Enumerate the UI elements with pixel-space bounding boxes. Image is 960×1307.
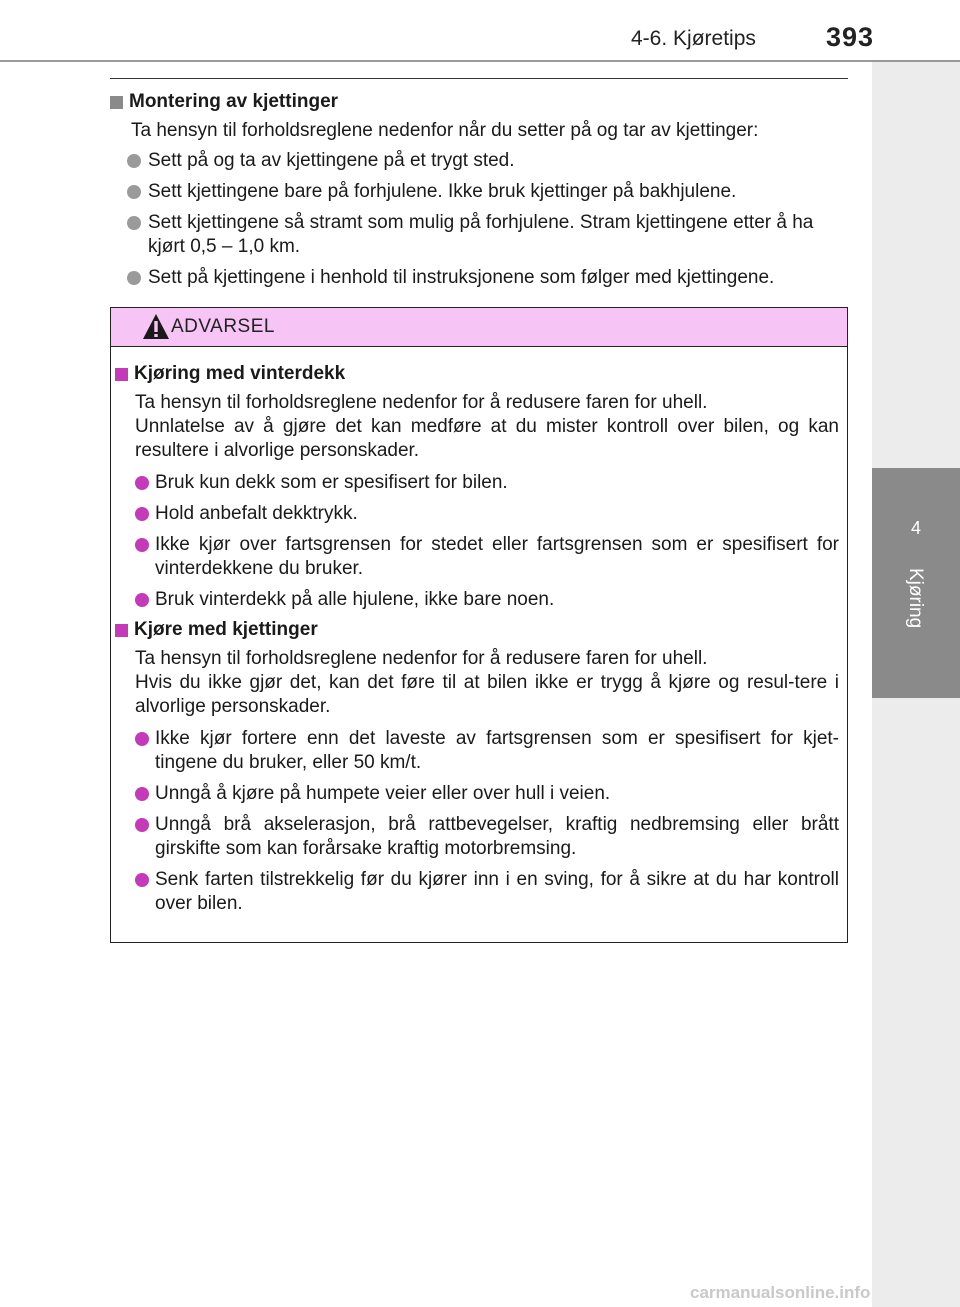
- square-bullet-icon: [110, 96, 123, 109]
- section-divider: [110, 78, 848, 79]
- page-number: 393: [826, 22, 875, 52]
- bullet-dot-icon: [135, 732, 149, 746]
- header-divider: [0, 60, 960, 62]
- list-item: Sett på og ta av kjettingene på et trygt sted.: [110, 149, 848, 173]
- list-item: Bruk kun dekk som er spesifisert for bilen.: [115, 471, 839, 495]
- list-item: Unngå brå akselerasjon, brå rattbevegelser, kraftig nedbremsing eller brått girskifte som kan forårsake kraftig motorbremsing.: [115, 813, 839, 861]
- square-bullet-icon: [115, 368, 128, 381]
- bullet-dot-icon: [135, 507, 149, 521]
- chapter-number: 4: [910, 518, 921, 538]
- bullet-dot-icon: [127, 154, 141, 168]
- chapter-label: Kjøring: [905, 568, 926, 629]
- list-item: Senk farten tilstrekkelig før du kjører inn i en sving, for å sikre at du har kontroll over bilen.: [115, 868, 839, 916]
- section-intro: Ta hensyn til forholdsreglene nedenfor når du setter på og tar av kjettinger:: [131, 120, 759, 141]
- bullet-dot-icon: [127, 271, 141, 285]
- warning-paragraph: Unnlatelse av å gjøre det kan medføre at du mister kontroll over bilen, og kan resultere i alvorlige personskader.: [135, 416, 839, 461]
- warning-header: [111, 308, 847, 347]
- list-item: Unngå å kjøre på humpete veier eller over hull i veien.: [115, 782, 839, 806]
- warning-body: [111, 347, 847, 916]
- warning-title: ADVARSEL: [171, 316, 275, 337]
- warning-bullet-list: [115, 727, 839, 916]
- watermark: carmanualsonline.info: [690, 1283, 871, 1302]
- warning-paragraph: Ta hensyn til forholdsreglene nedenfor for å redusere faren for uhell.: [135, 648, 708, 669]
- section-heading-text: Montering av kjettinger: [129, 91, 339, 112]
- warning-paragraph: Hvis du ikke gjør det, kan det føre til at bilen ikke er trygg å kjøre og resul-tere i alvorlige personskader.: [135, 672, 839, 717]
- warning-bullet-list: [115, 471, 839, 612]
- list-item: Ikke kjør over fartsgrensen for stedet eller fartsgrensen som er spesifisert for vinterdekkene du bruker.: [115, 533, 839, 581]
- bullet-dot-icon: [135, 476, 149, 490]
- bullet-dot-icon: [135, 538, 149, 552]
- warning-subheading: Kjøring med vinterdekk: [115, 363, 839, 385]
- chapter-tab[interactable]: [872, 468, 960, 698]
- section-chains: [110, 78, 848, 297]
- section-bullet-list: [110, 149, 848, 290]
- side-strip: [872, 698, 960, 1307]
- side-strip: [872, 62, 960, 468]
- list-item: Sett kjettingene bare på forhjulene. Ikke bruk kjettinger på bakhjulene.: [110, 180, 848, 204]
- list-item: Sett kjettingene så stramt som mulig på forhjulene. Stram kjettingene etter å ha kjørt 0,5 – 1,0 km.: [110, 211, 848, 259]
- bullet-dot-icon: [127, 216, 141, 230]
- section-heading: [110, 91, 848, 113]
- bullet-dot-icon: [127, 185, 141, 199]
- section-title: 4-6. Kjøretips: [631, 27, 756, 50]
- square-bullet-icon: [115, 624, 128, 637]
- bullet-dot-icon: [135, 593, 149, 607]
- bullet-dot-icon: [135, 818, 149, 832]
- warning-subheading: Kjøre med kjettinger: [115, 619, 839, 641]
- list-item: Ikke kjør fortere enn det laveste av fartsgrensen som er spesifisert for kjet-tingene du bruker, eller 50 km/t.: [115, 727, 839, 775]
- warning-box: [110, 307, 848, 943]
- list-item: Sett på kjettingene i henhold til instruksjonene som følger med kjettingene.: [110, 266, 848, 290]
- page-header: [0, 0, 960, 72]
- bullet-dot-icon: [135, 787, 149, 801]
- warning-triangle-icon: [142, 313, 170, 340]
- bullet-dot-icon: [135, 873, 149, 887]
- list-item: Bruk vinterdekk på alle hjulene, ikke bare noen.: [115, 588, 839, 612]
- list-item: Hold anbefalt dekktrykk.: [115, 502, 839, 526]
- warning-paragraph: Ta hensyn til forholdsreglene nedenfor for å redusere faren for uhell.: [135, 392, 708, 413]
